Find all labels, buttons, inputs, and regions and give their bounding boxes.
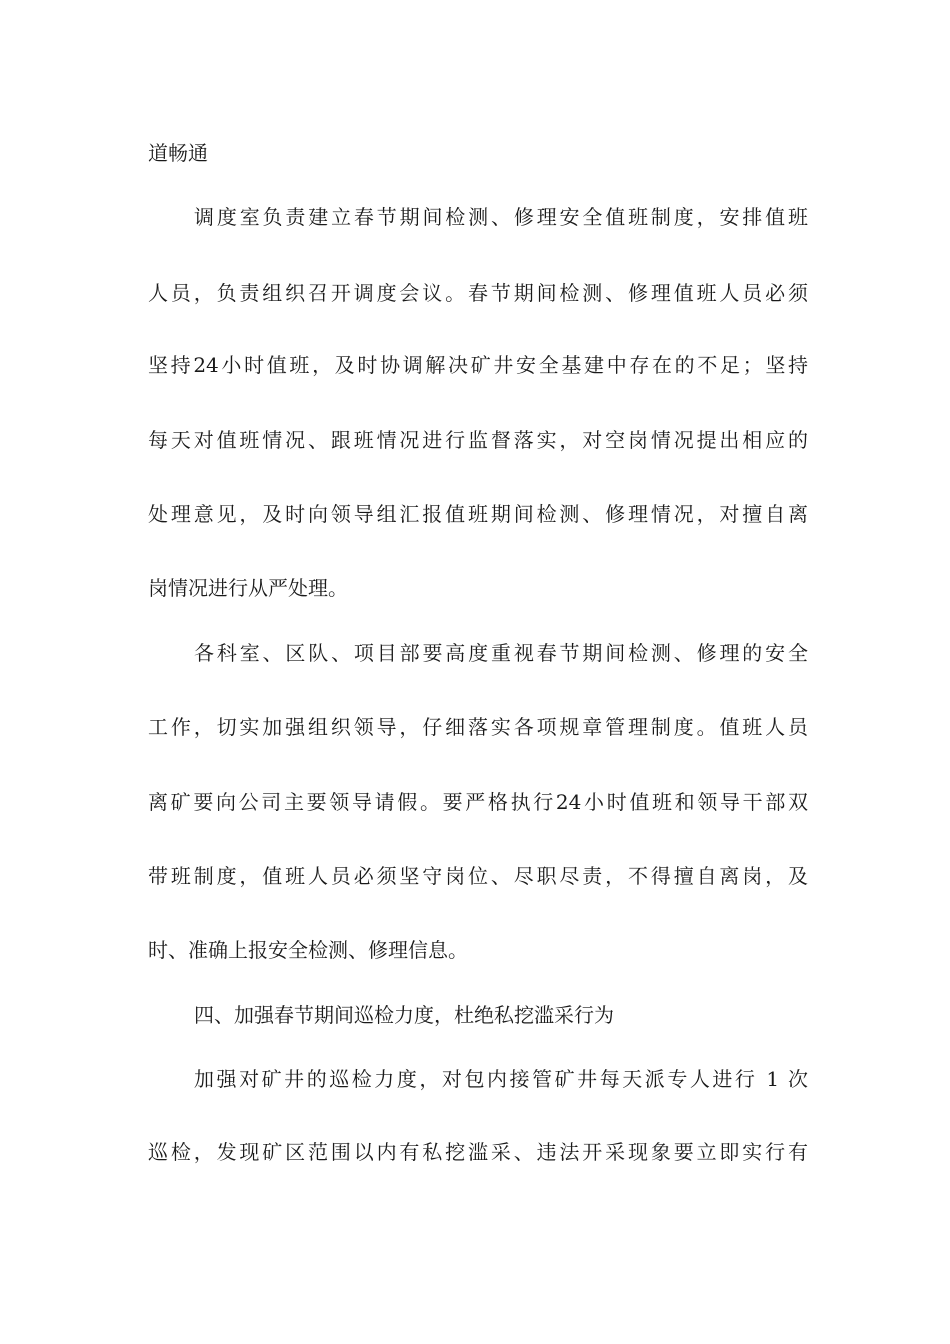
paragraph-line: 每天对值班情况、跟班情况进行监督落实，对空岗情况提出相应的 [148,428,808,452]
paragraph-line: 岗情况进行从严处理。 [148,576,348,600]
paragraph-line: 加强对矿井的巡检力度，对包内接管矿井每天派专人进行 1 次 [194,1067,808,1091]
paragraph-line: 时、准确上报安全检测、修理信息。 [148,938,468,962]
paragraph-line: 各科室、区队、项目部要高度重视春节期间检测、修理的安全 [194,641,808,665]
paragraph-line: 工作，切实加强组织领导，仔细落实各项规章管理制度。值班人员 [148,715,808,739]
paragraph-line: 坚持24小时值班，及时协调解决矿井安全基建中存在的不足；坚持 [148,353,808,377]
paragraph-line: 道畅通 [148,141,208,165]
paragraph-line: 人员，负责组织召开调度会议。春节期间检测、修理值班人员必须 [148,281,808,305]
paragraph-line: 处理意见，及时向领导组汇报值班期间检测、修理情况，对擅自离 [148,502,808,526]
section-heading: 四、加强春节期间巡检力度，杜绝私挖滥采行为 [194,1003,614,1027]
paragraph-line: 带班制度，值班人员必须坚守岗位、尽职尽责，不得擅自离岗，及 [148,864,808,888]
paragraph-line: 巡检，发现矿区范围以内有私挖滥采、违法开采现象要立即实行有 [148,1140,808,1164]
paragraph-line: 调度室负责建立春节期间检测、修理安全值班制度，安排值班 [194,205,808,229]
paragraph-line: 离矿要向公司主要领导请假。要严格执行24小时值班和领导干部双 [148,790,808,814]
